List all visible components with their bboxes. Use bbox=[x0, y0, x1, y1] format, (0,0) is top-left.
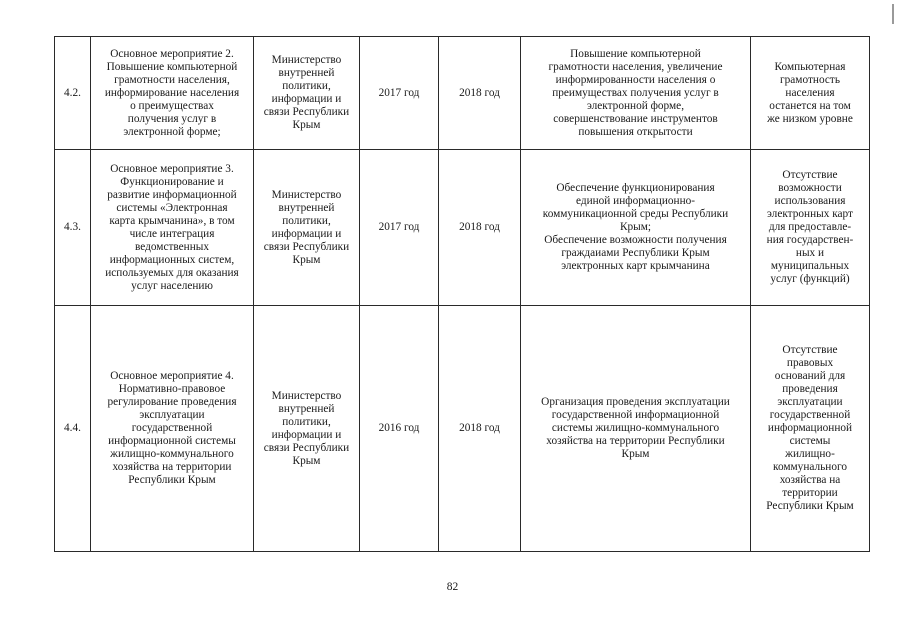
cell-text-line: хозяйства на территории bbox=[112, 461, 232, 473]
executor-cell bbox=[254, 37, 360, 150]
cell-text-line: Организация проведения эксплуатации bbox=[541, 396, 730, 408]
cell-text-line: Нормативно-правовое bbox=[118, 383, 226, 395]
consequence-cell bbox=[751, 306, 870, 552]
cell-text-line: связи Республики bbox=[263, 240, 350, 253]
cell-text-line: ных и bbox=[795, 247, 825, 259]
cell-text-line: граждаиами Республики Крым bbox=[561, 247, 710, 259]
cell-text-line: использования bbox=[774, 195, 846, 207]
event-cell bbox=[91, 150, 254, 306]
cell-text-line: информации и bbox=[271, 93, 342, 105]
cell-text-line: Основное мероприятие 4. bbox=[110, 370, 234, 382]
scan-edge-mark bbox=[892, 4, 894, 24]
cell-text-line: коммуникационной среды Республики bbox=[542, 208, 729, 220]
cell-text-line: связи Республики bbox=[263, 106, 350, 118]
cell-text-line: Крым bbox=[292, 454, 321, 467]
cell-text-line: проведения bbox=[782, 383, 838, 395]
cell-text-line: информационных систем, bbox=[109, 253, 235, 266]
event-cell bbox=[91, 37, 254, 150]
cell-text-line: о преимуществах bbox=[130, 99, 214, 112]
end-year-cell: 2018 год bbox=[439, 37, 521, 150]
cell-text-line: преимуществах получения услуг в bbox=[552, 86, 719, 99]
cell-text-line: Крым bbox=[292, 253, 321, 266]
cell-text-line: Крым; bbox=[619, 221, 652, 233]
cell-text-line: муниципальных bbox=[770, 260, 850, 272]
cell-text-line: эксплуатации bbox=[139, 409, 205, 421]
cell-text-line: системы жилищно-коммунального bbox=[551, 422, 720, 434]
event-cell bbox=[91, 306, 254, 552]
row-number-cell: 4.3. bbox=[55, 150, 91, 306]
end-year-cell: 2018 год bbox=[439, 150, 521, 306]
cell-text-line: информирование населения bbox=[104, 86, 240, 99]
expected-result-cell bbox=[521, 150, 751, 306]
table-body bbox=[55, 37, 870, 552]
cell-text-line: Повышение компьютерной bbox=[106, 60, 238, 73]
cell-text-line: государственной bbox=[769, 409, 851, 421]
cell-text-line: грамотности населения, увеличение bbox=[548, 60, 723, 73]
cell-text-line: Отсутствие bbox=[782, 344, 838, 356]
cell-text-line: числе интеграция bbox=[129, 227, 215, 240]
cell-text-line: услуг (функций) bbox=[770, 273, 850, 285]
cell-text-line: совершенствование инструментов bbox=[553, 112, 718, 125]
cell-text-line: же низком уровне bbox=[767, 112, 853, 125]
cell-text-line: коммунального bbox=[773, 461, 847, 473]
table-row bbox=[55, 37, 870, 150]
cell-text-line: политики, bbox=[282, 80, 331, 92]
cell-text-line: Основное мероприятие 2. bbox=[110, 47, 234, 60]
cell-text-line: внутренней bbox=[278, 67, 335, 79]
cell-text-line: останется на том bbox=[769, 99, 851, 112]
cell-text-line: Компьютерная bbox=[774, 60, 846, 73]
cell-text-line: внутренней bbox=[278, 402, 335, 415]
cell-text-line: Крым bbox=[621, 448, 650, 460]
cell-text-line: карта крымчанина», в том bbox=[109, 214, 235, 227]
cell-text-line: единой информационно- bbox=[575, 195, 696, 207]
expected-result-cell bbox=[521, 306, 751, 552]
cell-text-line: территории bbox=[782, 487, 838, 499]
consequence-cell bbox=[751, 150, 870, 306]
cell-text-line: Республики Крым bbox=[128, 474, 216, 486]
cell-text-line: для предоставле- bbox=[768, 221, 852, 233]
cell-text-line: возможности bbox=[778, 182, 842, 194]
cell-text-line: грамотность bbox=[780, 73, 840, 86]
cell-text-line: электронных карт bbox=[767, 208, 853, 220]
cell-text-line: хозяйства на bbox=[779, 474, 841, 486]
cell-text-line: Повышение компьютерной bbox=[570, 47, 701, 60]
cell-text-line: хозяйства на территории Республики bbox=[546, 435, 725, 447]
cell-text-line: Министерство bbox=[271, 54, 342, 66]
table-row bbox=[55, 306, 870, 552]
cell-text-line: электронных карт крымчанина bbox=[561, 260, 710, 272]
start-year-cell: 2017 год bbox=[360, 37, 439, 150]
cell-text-line: Республики Крым bbox=[766, 500, 854, 512]
cell-text-line: электронной форме, bbox=[586, 99, 685, 112]
cell-text-line: системы «Электронная bbox=[116, 201, 228, 214]
cell-text-line: Основное мероприятие 3. bbox=[110, 162, 234, 175]
expected-result-cell bbox=[521, 37, 751, 150]
start-year-cell: 2017 год bbox=[360, 150, 439, 306]
cell-text-line: населения bbox=[785, 86, 835, 99]
program-events-table bbox=[54, 36, 870, 552]
executor-cell bbox=[254, 150, 360, 306]
cell-text-line: Обеспечение возможности получения bbox=[544, 234, 727, 246]
cell-text-line: системы bbox=[789, 435, 831, 447]
cell-text-line: регулирование проведения bbox=[107, 396, 237, 408]
cell-text-line: ния государствен- bbox=[766, 234, 854, 246]
cell-text-line: услуг населению bbox=[131, 279, 213, 292]
cell-text-line: внутренней bbox=[278, 201, 335, 214]
end-year-cell: 2018 год bbox=[439, 306, 521, 552]
cell-text-line: ведомственных bbox=[134, 240, 210, 253]
cell-text-line: информации и bbox=[271, 227, 342, 240]
cell-text-line: информации и bbox=[271, 428, 342, 441]
cell-text-line: повышения открытости bbox=[578, 125, 693, 138]
cell-text-line: Отсутствие bbox=[782, 169, 838, 181]
cell-text-line: информированности населения о bbox=[555, 73, 716, 86]
cell-text-line: развитие информационной bbox=[107, 188, 237, 201]
cell-text-line: оснований для bbox=[774, 370, 846, 382]
table-row bbox=[55, 150, 870, 306]
cell-text-line: грамотности населения, bbox=[114, 73, 230, 86]
start-year-cell: 2016 год bbox=[360, 306, 439, 552]
page-number: 82 bbox=[446, 581, 459, 593]
cell-text-line: государственной bbox=[131, 422, 213, 434]
consequence-cell bbox=[751, 37, 870, 150]
cell-text-line: государственной информационной bbox=[551, 409, 720, 421]
cell-text-line: используемых для оказания bbox=[105, 266, 239, 279]
cell-text-line: политики, bbox=[282, 415, 331, 428]
cell-text-line: Обеспечение функционирования bbox=[556, 182, 715, 194]
row-number-cell: 4.2. bbox=[55, 37, 91, 150]
cell-text-line: электронной форме; bbox=[123, 125, 221, 138]
cell-text-line: Крым bbox=[292, 119, 321, 131]
cell-text-line: получения услуг в bbox=[127, 112, 217, 125]
cell-text-line: жилищно-коммунального bbox=[110, 448, 234, 460]
cell-text-line: информационной системы bbox=[108, 435, 236, 447]
row-number-cell: 4.4. bbox=[55, 306, 91, 552]
executor-cell bbox=[254, 306, 360, 552]
cell-text-line: жилищно- bbox=[785, 448, 835, 460]
cell-text-line: эксплуатации bbox=[777, 396, 843, 408]
cell-text-line: связи Республики bbox=[263, 441, 350, 454]
cell-text-line: Министерство bbox=[271, 188, 342, 201]
cell-text-line: Функционирование и bbox=[120, 175, 224, 188]
cell-text-line: политики, bbox=[282, 214, 331, 227]
cell-text-line: Министерство bbox=[271, 389, 342, 402]
cell-text-line: правовых bbox=[786, 357, 834, 369]
cell-text-line: информационной bbox=[767, 422, 853, 434]
